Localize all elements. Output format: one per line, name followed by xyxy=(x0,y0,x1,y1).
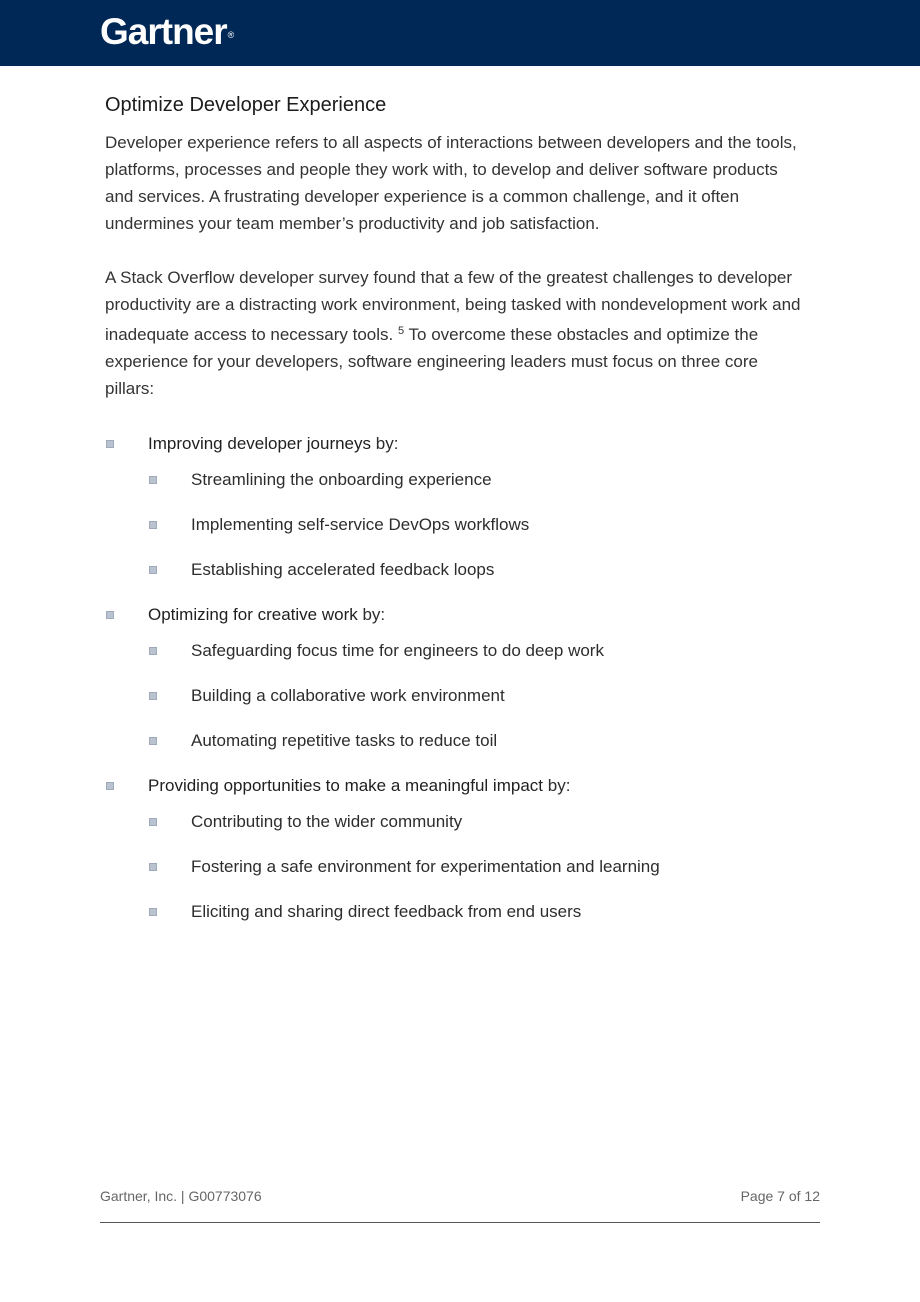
square-bullet-icon xyxy=(149,476,157,484)
gartner-logo xyxy=(100,10,234,57)
list-item xyxy=(148,898,810,925)
pillar-item xyxy=(105,430,810,583)
square-bullet-icon xyxy=(149,818,157,826)
square-bullet-icon xyxy=(149,566,157,574)
intro-paragraph: Developer experience refers to all aspects of interactions between developers and the tools, platforms, processes and people they work with, to develop and deliver software products and services. A frustrating developer experience is a common challenge, and it often undermines your team member’s productivity and job satisfaction. xyxy=(105,133,797,233)
registered-mark: ® xyxy=(227,30,235,40)
list-item xyxy=(148,556,810,583)
list-item-text: Implementing self-service DevOps workflows xyxy=(191,515,530,534)
list-item-text: Streamlining the onboarding experience xyxy=(191,470,492,489)
square-bullet-icon xyxy=(149,647,157,655)
page-content xyxy=(105,91,810,943)
list-item-text: Safeguarding focus time for engineers to do deep work xyxy=(191,641,604,660)
pillar-subitems xyxy=(148,466,810,583)
logo-text: Gartner xyxy=(100,11,227,52)
square-bullet-icon xyxy=(106,611,114,619)
pillar-subitems xyxy=(148,808,810,925)
square-bullet-icon xyxy=(149,692,157,700)
square-bullet-icon xyxy=(149,521,157,529)
list-item-text: Fostering a safe environment for experimentation and learning xyxy=(191,857,660,876)
list-item-text: Establishing accelerated feedback loops xyxy=(191,560,495,579)
list-item xyxy=(148,853,810,880)
pillar-heading: Optimizing for creative work xyxy=(148,605,358,624)
pillar-heading: Improving developer journeys xyxy=(148,434,372,453)
list-item xyxy=(148,466,810,493)
survey-paragraph xyxy=(105,264,810,402)
list-item xyxy=(148,637,810,664)
survey-text-after: To overcome these obstacles and optimize the experience for your developers, software engineering leaders must focus on three core pillars: xyxy=(105,325,759,398)
pillar-suffix: by: xyxy=(362,605,386,624)
survey-text-before: A Stack Overflow developer survey found that a few of the greatest challenges to developer productivity are a distracting work environment, being tasked with nondevelopment work and inadequate access to necessary tools. xyxy=(105,268,801,344)
pillar-item xyxy=(105,772,810,925)
square-bullet-icon xyxy=(149,908,157,916)
list-item xyxy=(148,808,810,835)
page-header xyxy=(0,0,920,66)
footer-document-id: Gartner, Inc. | G00773076 xyxy=(100,1188,262,1204)
list-item xyxy=(148,727,810,754)
pillar-subitems xyxy=(148,637,810,754)
list-item-text: Contributing to the wider community xyxy=(191,812,463,831)
list-item-text: Automating repetitive tasks to reduce toil xyxy=(191,731,498,750)
footnote-reference[interactable]: 5 xyxy=(397,325,405,337)
pillar-item xyxy=(105,601,810,754)
list-item xyxy=(148,511,810,538)
square-bullet-icon xyxy=(149,737,157,745)
list-item xyxy=(148,682,810,709)
square-bullet-icon xyxy=(149,863,157,871)
square-bullet-icon xyxy=(106,440,114,448)
footer-divider xyxy=(100,1222,820,1223)
section-title: Optimize Developer Experience xyxy=(105,94,387,116)
list-item-text: Building a collaborative work environment xyxy=(191,686,505,705)
pillars-list xyxy=(105,430,810,925)
square-bullet-icon xyxy=(106,782,114,790)
footer-page-number: Page 7 of 12 xyxy=(740,1188,820,1204)
list-item-text: Eliciting and sharing direct feedback from end users xyxy=(191,902,582,921)
pillar-suffix: by: xyxy=(375,434,399,453)
pillar-heading: Providing opportunities to make a meaningful impact xyxy=(148,776,543,795)
pillar-suffix: by: xyxy=(547,776,571,795)
